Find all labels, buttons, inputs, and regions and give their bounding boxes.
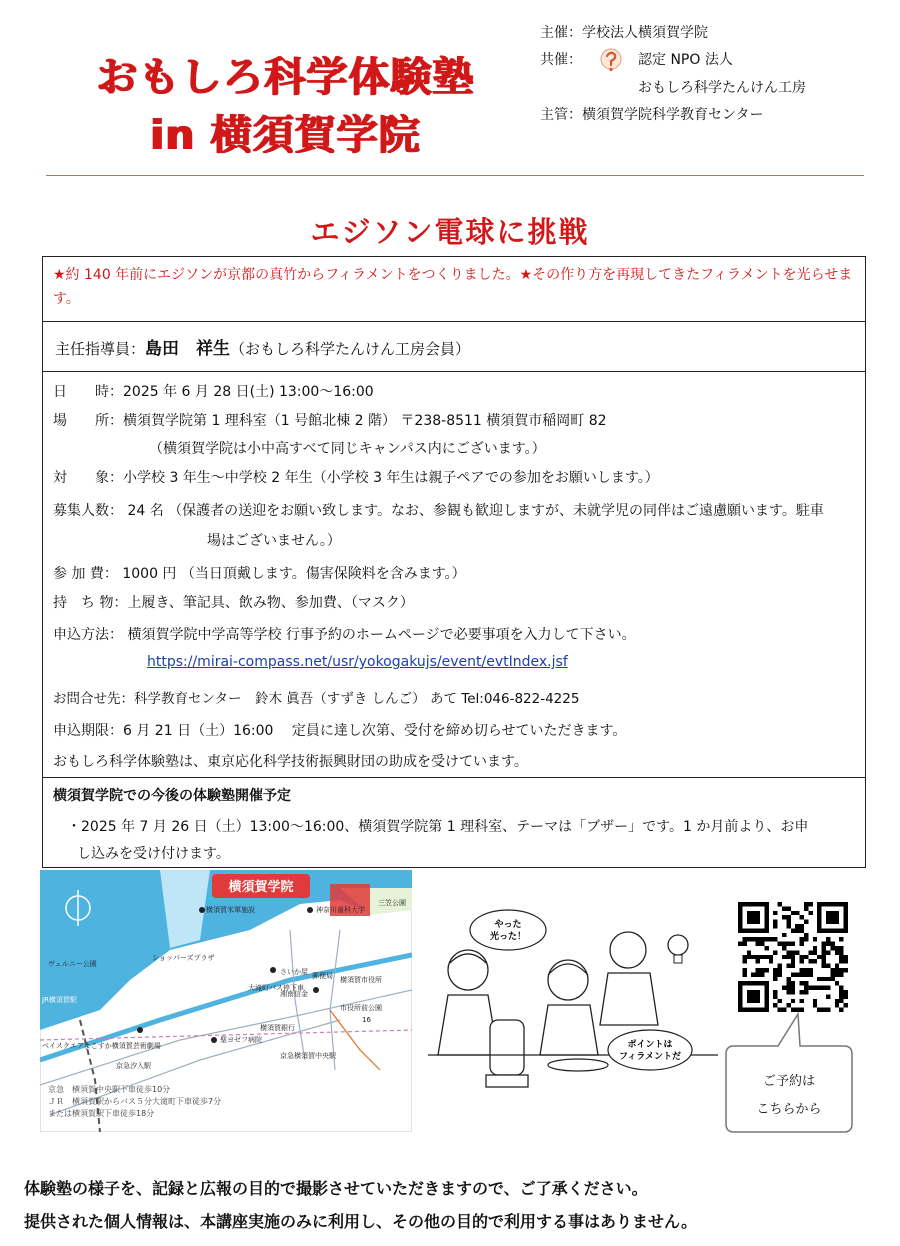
map-access-2: ＪＲ 横須賀駅からバス５分大滝町下車徒歩7分	[48, 1097, 222, 1106]
svg-text:ヴェルニー公園: ヴェルニー公園	[48, 960, 97, 968]
future-item-cont: し込みを受け付けます。	[77, 846, 230, 862]
reservation-text	[720, 1068, 858, 1124]
svg-text:京急横須賀中央駅: 京急横須賀中央駅	[280, 1052, 336, 1060]
svg-text:ベイスクエアよこすか横須賀芸術劇場: ベイスクエアよこすか横須賀芸術劇場	[42, 1042, 161, 1050]
page-title	[40, 48, 530, 164]
grant: おもしろ科学体験塾は、東京応化科学技術振興財団の助成を受けています。	[53, 754, 528, 770]
svg-text:神奈川歯科大学: 神奈川歯科大学	[316, 906, 365, 914]
cohost-row	[540, 47, 880, 75]
kids-illustration	[428, 905, 718, 1100]
cohost-row-2	[540, 75, 880, 102]
target: 対 象：小学校 3 年生～中学校 2 年生（小学校 3 年生は親子ペアでの参加をお願いします。）	[53, 470, 659, 486]
svg-text:JR横須賀駅: JR横須賀駅	[42, 996, 77, 1004]
future-item: ・2025 年 7 月 26 日（土）13:00～16:00、横須賀学院第 1 理科室、テーマは「ブザー」です。1 か月前より、お申	[67, 819, 809, 835]
svg-text:大滝町バス停下車: 大滝町バス停下車	[248, 984, 304, 992]
manager-name: 横須賀学院科学教育センター	[582, 107, 764, 123]
svg-text:郵便局: 郵便局	[312, 972, 333, 980]
svg-text:やった: やった	[494, 920, 522, 930]
svg-text:湘南信金: 湘南信金	[280, 990, 308, 998]
map-access-3: または横須賀駅下車徒歩18分	[48, 1109, 155, 1118]
header-divider	[46, 175, 864, 176]
svg-text:フィラメントだ: フィラメントだ	[618, 1052, 682, 1062]
host-label: 主催：	[540, 25, 582, 41]
svg-text:京急汐入駅: 京急汐入駅	[116, 1062, 151, 1070]
svg-text:横須賀米軍施設: 横須賀米軍施設	[206, 906, 255, 914]
map-access-1: 京急 横須賀中央駅下車徒歩10分	[48, 1085, 171, 1094]
organizers	[540, 20, 880, 129]
apply-link[interactable]: https://mirai-compass.net/usr/yokogakujs/event/evtIndex.jsf	[147, 654, 568, 670]
svg-text:市役所前公園: 市役所前公園	[340, 1004, 382, 1012]
svg-text:さいか屋: さいか屋	[280, 968, 308, 976]
svg-text:16: 16	[362, 1016, 371, 1024]
reservation-qr-code[interactable]	[738, 902, 848, 1012]
apply-method: 申込方法： 横須賀学院中学高等学校 行事予約のホームページで必要事項を入力して下さい。	[53, 627, 636, 643]
svg-text:三笠公園: 三笠公園	[378, 899, 406, 907]
footer-notice	[24, 1172, 884, 1238]
contact: お問合せ先：科学教育センター 鈴木 眞吾（すずき しんご） あて Tel:046-822-4225	[53, 691, 580, 707]
notice-line-2: 提供された個人情報は、本講座実施のみに利用し、その他の目的で利用する事はありません。	[24, 1212, 697, 1231]
datetime: 日 時：2025 年 6 月 28 日(土) 13:00～16:00	[53, 384, 374, 400]
cohost-label: 共催：	[540, 52, 582, 68]
map-title: 横須賀学院	[228, 880, 294, 895]
svg-text:ポイントは: ポイントは	[627, 1040, 673, 1050]
notice-line-1: 体験塾の様子を、記録と広報の目的で撮影させていただきますので、ご了承ください。	[24, 1179, 648, 1198]
place-note: （横須賀学院は小中高すべて同じキャンパス内にございます。）	[149, 441, 546, 457]
host-name: 学校法人横須賀学院	[582, 25, 708, 41]
details-box	[42, 256, 866, 868]
deadline: 申込期限：6 月 21 日（土）16:00 定員に達し次第、受付を締め切らせていただきます。	[53, 723, 627, 739]
svg-text:光った！: 光った！	[489, 932, 527, 942]
detail-list	[53, 257, 859, 777]
instructor-name: 島田 祥生	[145, 339, 231, 359]
title-line-2: in 横須賀学院	[149, 111, 421, 159]
svg-text:横須賀銀行: 横須賀銀行	[260, 1024, 295, 1032]
reservation-line-2: こちらから	[756, 1102, 822, 1117]
svg-text:ショッパーズプラザ: ショッパーズプラザ	[152, 954, 215, 962]
access-map	[40, 870, 412, 1132]
items: 持 ち 物：上履き、筆記具、飲み物、参加費、（マスク）	[53, 595, 414, 611]
manager-label: 主管：	[540, 107, 582, 123]
manager-row	[540, 102, 880, 129]
svg-text:聖ヨゼフ病院: 聖ヨゼフ病院	[220, 1036, 262, 1044]
future-heading: 横須賀学院での今後の体験塾開催予定	[53, 788, 291, 804]
svg-text:横須賀市役所: 横須賀市役所	[340, 976, 382, 984]
reservation-line-1: ご予約は	[762, 1074, 815, 1089]
event-title: エジソン電球に挑戦	[310, 215, 590, 249]
capacity: 募集人数： 24 名 （保護者の送迎をお願い致します。なお、参観も歓迎しますが、未就学児の同伴はご遠慮願います。駐車	[53, 503, 824, 519]
place: 場 所：横須賀学院第 1 理科室（1 号館北棟 2 階） 〒238-8511 横須賀市稲岡町 82	[53, 413, 607, 429]
npo-logo-icon	[598, 47, 624, 75]
instructor-affiliation: （おもしろ科学たんけん工房会員）	[230, 340, 471, 358]
title-line-1: おもしろ科学体験塾	[96, 53, 474, 101]
cohost-name-2: おもしろ科学たんけん工房	[638, 80, 806, 96]
cohost-name-1: 認定 NPO 法人	[638, 52, 733, 68]
intro-text: ★約 140 年前にエジソンが京都の真竹からフィラメントをつくりました。★その作り方を再現してきたフィラメントを光らせます。	[53, 267, 853, 307]
instructor-label: 主任指導員：	[55, 340, 146, 358]
capacity-cont: 場はございません。）	[207, 533, 341, 549]
fee: 参 加 費： 1000 円 （当日頂戴します。傷害保険料を含みます。）	[53, 566, 466, 582]
host-row	[540, 20, 880, 47]
divider	[43, 777, 865, 778]
